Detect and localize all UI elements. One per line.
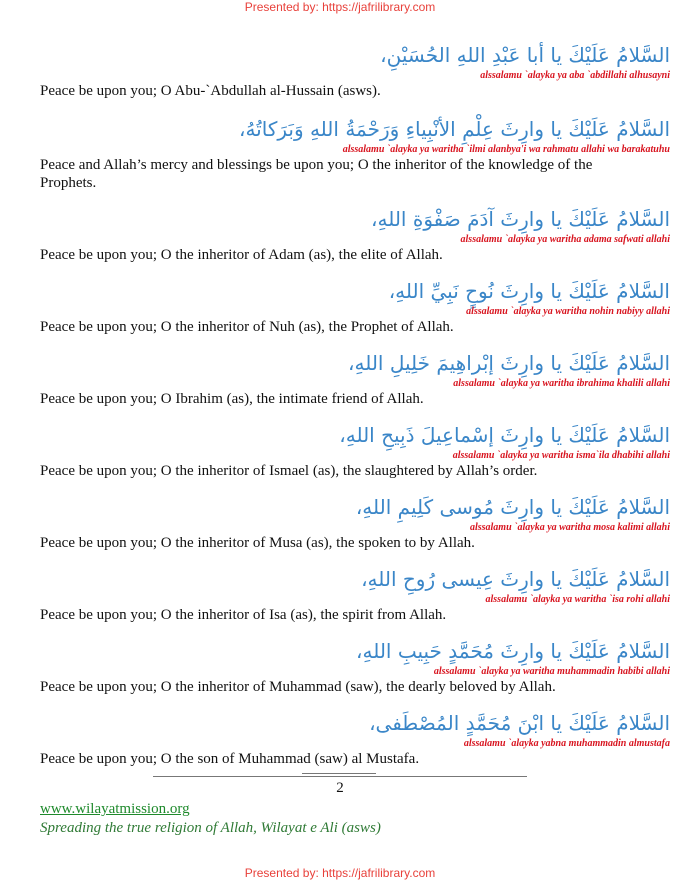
english-translation: Peace be upon you; O Ibrahim (as), the intimate friend of Allah. <box>40 391 424 407</box>
transliteration-line: alssalamu `alayka ya waritha `ilmi alanbya'i wa rahmatu allahi wa barakatuhu <box>342 144 670 155</box>
footer-divider <box>153 776 527 777</box>
presented-by-banner-top[interactable]: Presented by: https://jafrilibrary.com <box>244 0 436 14</box>
english-translation: Peace be upon you; O Abu-`Abdullah al-Hussain (asws). <box>40 83 381 99</box>
footer-divider-short <box>302 773 376 774</box>
transliteration-line: alssalamu `alayka ya aba `abdillahi alhusayni <box>480 70 670 81</box>
page-number: 2 <box>336 780 344 796</box>
entry-7 <box>40 492 670 552</box>
entry-3 <box>40 204 670 264</box>
entry-9 <box>40 636 670 696</box>
transliteration-line: alssalamu `alayka ya waritha muhammadin habibi allahi <box>433 666 670 677</box>
transliteration-line: alssalamu `alayka yabna muhammadin almustafa <box>463 738 670 749</box>
english-translation: Peace be upon you; O the inheritor of Adam (as), the elite of Allah. <box>40 247 443 263</box>
transliteration-line: alssalamu `alayka ya waritha isma`ila dhabihi allahi <box>452 450 670 461</box>
arabic-line: السَّلامُ عَلَيْكَ يا وارِثَ عِيسى رُوحِ اللهِ، <box>361 567 670 591</box>
entry-4 <box>40 276 670 336</box>
entry-5 <box>40 348 670 408</box>
entry-1 <box>40 40 670 100</box>
arabic-line: السَّلامُ عَلَيْكَ يا وارِثَ نُوحٍ نَبِيِّ اللهِ، <box>388 279 670 303</box>
wilayatmission-link[interactable]: www.wilayatmission.org <box>40 801 190 817</box>
english-translation: Peace be upon you; O the inheritor of Nuh (as), the Prophet of Allah. <box>40 319 454 335</box>
transliteration-line: alssalamu `alayka ya waritha `isa rohi allahi <box>485 594 670 605</box>
arabic-line: السَّلامُ عَلَيْكَ يا وارِثَ مُحَمَّدٍ حَبِيبِ اللهِ، <box>356 639 670 663</box>
arabic-line: السَّلامُ عَلَيْكَ يا وارِثَ مُوسى كَلِيمِ اللهِ، <box>355 495 670 519</box>
english-translation: Peace be upon you; O the son of Muhammad (saw) al Mustafa. <box>40 751 420 767</box>
transliteration-line: alssalamu `alayka ya waritha adama safwati allahi <box>460 234 670 245</box>
entry-10 <box>40 708 670 768</box>
arabic-line: السَّلامُ عَلَيْكَ يا ابْنَ مُحَمَّدٍ المُصْطَفى، <box>369 711 670 735</box>
english-translation: Peace be upon you; O the inheritor of Ismael (as), the slaughtered by Allah’s order. <box>40 463 538 479</box>
entry-8 <box>40 564 670 624</box>
english-translation: Peace be upon you; O the inheritor of Muhammad (saw), the dearly beloved by Allah. <box>40 679 556 695</box>
english-translation: Peace and Allah’s mercy and blessings be upon you; O the inheritor of the knowledge of the Prophets. <box>40 157 593 191</box>
arabic-line: السَّلامُ عَلَيْكَ يا وارِثَ إسْماعِيلَ ذَبِيحِ اللهِ، <box>339 423 670 447</box>
entry-6 <box>40 420 670 480</box>
footer-tagline: Spreading the true religion of Allah, Wilayat e Ali (asws) <box>40 820 381 836</box>
transliteration-line: alssalamu `alayka ya waritha mosa kalimi allahi <box>469 522 670 533</box>
presented-by-banner-bottom[interactable]: Presented by: https://jafrilibrary.com <box>244 866 436 880</box>
english-translation: Peace be upon you; O the inheritor of Musa (as), the spoken to by Allah. <box>40 535 475 551</box>
arabic-line: السَّلامُ عَلَيْكَ يا وارِثَ آدَمَ صَفْوَةِ اللهِ، <box>371 207 670 231</box>
arabic-line: السَّلامُ عَلَيْكَ يا وارِثَ إبْراهِيمَ خَلِيلِ اللهِ، <box>348 351 670 375</box>
arabic-line: السَّلامُ عَلَيْكَ يا أبا عَبْدِ اللهِ الحُسَيْنِ، <box>380 43 670 67</box>
transliteration-line: alssalamu `alayka ya waritha ibrahima khalili allahi <box>453 378 670 389</box>
entry-2 <box>40 114 670 192</box>
prayer-text <box>40 40 670 768</box>
transliteration-line: alssalamu `alayka ya waritha nohin nabiyy allahi <box>466 306 670 317</box>
arabic-line: السَّلامُ عَلَيْكَ يا وارِثَ عِلْمِ الأنْبِياءِ وَرَحْمَةُ اللهِ وَبَرَكاتُهُ، <box>238 117 670 141</box>
english-translation: Peace be upon you; O the inheritor of Isa (as), the spirit from Allah. <box>40 607 447 623</box>
